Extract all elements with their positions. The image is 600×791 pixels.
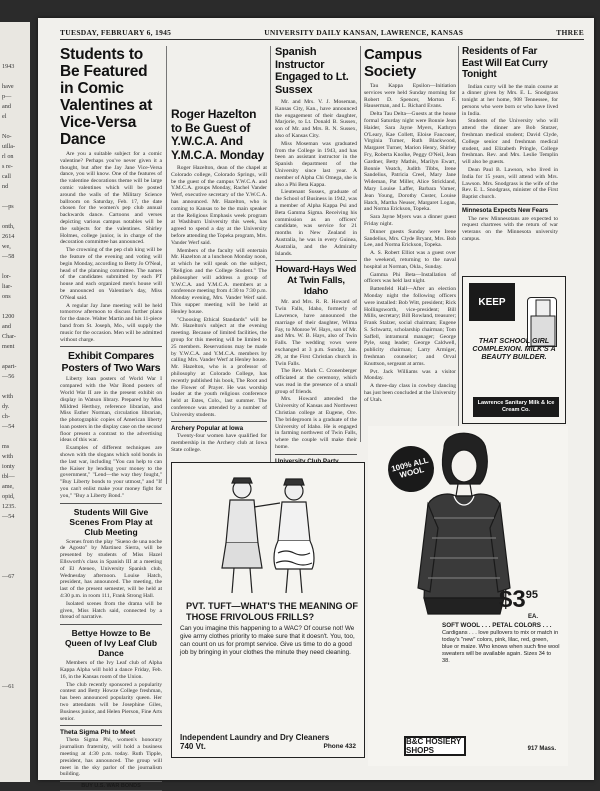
edge-line: ms [2, 443, 10, 450]
laundry-copy: Can you imagine this happening to a WAC? Of course not! We give army clothes priority to make sure that it doesn't. You, too, can count on us for prompt service. Give us time to do a good job by bringing in your clothes the minute they need cleaning. [180, 625, 355, 656]
paragraph: Indian curry will be the main course at a dinner given by Mrs. E. L. Snodgrass tonight at her home, 908 Tennessee, for persons who were born or who have lived in India. [462, 83, 558, 117]
sweater-description: Cardigans . . . love pullovers to mix or match in today's "new" colors, pink, lilac, red, green, blue or maize. Who knows when such fine wool sweaters will be available again. Sizes 34 to 38. [442, 630, 560, 664]
edge-line: dy. [2, 403, 10, 410]
paragraph: A. S. Robert Elliot was a guest over the weekend, returning to the naval hospital at Norman, Okla., Sunday. [364, 250, 456, 270]
article-hazelton [171, 165, 267, 418]
keep-badge: KEEP [469, 283, 515, 321]
edge-line [2, 532, 30, 542]
headline-theta-sigma: Theta Sigma Phi to Meet [60, 729, 136, 737]
paragraph: Lieutenant Sussex, graduate of the School of Business in 1942, was a member of Alpha Kappa Psi and Beta Gamma Sigma. Receiving his commission as an officers' candidate, was service for 21 months in New Zealand in Australia, he was in every Guinea, Australia, and the Admiralty Islands. [275, 189, 357, 257]
headline-howard-hays: Howard-Hays Wed At Twin Falls, Idaho [275, 264, 357, 298]
edge-line: el [2, 113, 7, 120]
edge-line: —58 [2, 253, 15, 260]
paragraph: The crowning of the pep club king will be the feature of the evening and voting will begin Monday, according to Betty Jo O'Neal, head of the planning committee. The names of the candidates submitted by each PT house and each organized men's house will be announced on Valentine's day, Miss O'Neal said. [60, 247, 162, 301]
paragraph: "Choosing Ethical Standards" will be Mr. Hazelton's subject at the evening meeting. Because of limited facilities, the group for this meeting will be limited to 25 members. Reservations may be made by Y.W.C.A. and Y.M.C.A. members by calling Mrs. Vander Werf at Henley house. Mr. Hazelton, who is a professor of philosophy at Colorado College, has recently published his book, The Root and the Flower of Prayer. He was worship leader at the youth religious conference held at Estes, Colo., last summer. The conference was attended by a number of University students. [171, 316, 267, 418]
edge-line: p— [2, 93, 12, 100]
headline-sussex: Spanish Instructor Engaged to Lt. Sussex [275, 46, 349, 96]
paragraph: Isolated scenes from the drama will be given, Miss Hatch said, connected by a thread of narrative. [60, 600, 162, 621]
headline-valentines: Students to Be Featured in Comic Valentines at Vice-Versa Dance [60, 46, 153, 148]
masthead [60, 26, 584, 40]
paragraph: The Rev. Mark C. Cronenberger officiated at the ceremony, which was read in the presence of a small group of friends. [275, 368, 357, 395]
edge-line: call [2, 173, 11, 180]
edge-line [2, 632, 30, 642]
paragraph: Battenfeld Hall—After an election Monday night the following officers were installed: Bob Witt, president; Rick Hollingsworth, vice-president; Bill Mills, secretary; Bill Rowland, treasurer; Frank Stalzer, social chairman; Eugene S. Schwartz, scholarship chairman; Tom Saffell, intramural manager; George Pyle, song leader; George Caldwell, publicity chairman; Larry Armiger, freshman counselor; and Orval Knuttson, sergeant at arms. [364, 286, 456, 367]
laundry-headline: PVT. TUFT—WHAT'S THE MEANING OF THOSE FRIVOLOUS FRILLS? [186, 601, 358, 622]
edge-line: and [2, 103, 11, 110]
edge-line [2, 602, 30, 612]
article-archery [171, 433, 267, 453]
masthead-paper: UNIVERSITY DAILY KANSAN, LAWRENCE, KANSAS [264, 28, 464, 37]
edge-line: nd [2, 183, 9, 190]
paragraph: Dean Paul B. Lawson, who lived in India for 15 years, will attend with Mrs. Lawson. Mrs. Snodgrass is the wife of the Rev. E. L. Snodgrass, minister of the First Baptist church. [462, 167, 558, 201]
edge-line [2, 562, 30, 572]
price-cents: 95 [525, 589, 538, 601]
edge-line: onth, [2, 223, 15, 230]
paragraph: Members of the faculty will entertain Mr. Hazelton at a luncheon Monday noon, at which he will speak on the subject, "Religion and the College Student." The philosopher will address a group of Y.W.C.A. and Y.M.C.A. members at a conference meeting from 4:30 to 7:30 p.m. Monday evening, Mrs. Vander Werf said. This supper meeting will be held at Henley house. [171, 247, 267, 315]
edge-line [2, 652, 30, 662]
edge-line: ons [2, 293, 11, 300]
headline-archery: Archery Popular at Iowa [171, 425, 244, 433]
paragraph: Examples of different techniques are shown with the slogans which sold bonds in the last war, including "You can help to can the Kaiser by lending your money to the government," "Lend—the way they fought," "Buy Liberty bonds to your utmost," and "If you can't enlist make your money fight for you," "Buy a Liberty Bond." [60, 445, 162, 499]
headline-minnesota: Minnesota Expects New Fears [462, 208, 549, 215]
edge-line: lor- [2, 273, 11, 280]
edge-line [2, 672, 30, 682]
masthead-date: TUESDAY, FEBRUARY 6, 1945 [60, 28, 172, 37]
article-campus-society [364, 83, 456, 404]
paragraph: The new Minnesotans are expected to request chartrees with the return of war veterans on the Minnesota university campus. [462, 215, 558, 242]
paragraph: Are you a suitable subject for a comic valentine? Perhaps you've never given it a thought, but after the Jay Jane Vice-Versa dance, you will know. One of the features of the valentine decorations theme will be large comic valentines which will be posted around the walls of the Military Science ballroom on Saturday, Feb. 17, the date chosen for the women's pep club annual backwards dance. Cartoons and verses depicting various campus notables will be the subjects for the valentines. Shirley Holmes, college junior, is in charge of the decoration committee has announced. [60, 151, 162, 246]
edge-line: opid, [2, 493, 15, 500]
paragraph: Pvt. Jack Williams was a visitor Monday. [364, 368, 456, 382]
edge-line: 1200 [2, 313, 15, 320]
sweater-copy [442, 622, 560, 665]
edge-line: liar- [2, 283, 13, 290]
headline-ivy-leaf: Bettye Howze to Be Queen of Ivy Leaf Club Dance [64, 628, 158, 659]
edge-line: ame, [2, 483, 14, 490]
all-wool-badge: 100% ALL WOOL [383, 441, 439, 497]
column-rule [270, 46, 271, 484]
divider [60, 503, 162, 504]
divider [275, 260, 357, 261]
paragraph: Tau Kappa Epsilon—Initiation services were held Sunday morning for Robert D. Spencer, Morton F. Hauserman, and L. Richard Evans. [364, 83, 456, 110]
edge-line [2, 262, 30, 272]
edge-line: ch- [2, 413, 10, 420]
laundry-address: 740 Vt. [180, 742, 206, 751]
edge-line: —67 [2, 573, 15, 580]
headline-play-scenes: Students Will Give Scenes From Play at Club Meeting [69, 506, 153, 537]
edge-line [2, 192, 30, 202]
article-minnesota [462, 216, 558, 243]
laundry-sponsor: Independent Laundry and Dry Cleaners [180, 733, 330, 742]
edge-line [2, 552, 30, 562]
edge-line: and [2, 323, 11, 330]
paragraph: Sara Jayne Myers was a dinner guest Friday night. [364, 214, 456, 227]
article-valentines [60, 151, 162, 343]
sweater-advertisement [368, 426, 568, 766]
paragraph: The club recently sponsored a popularity contest and Betty Howze College freshman, has been announced popularity queen. Her two attendants will be Josephine Giles, Business junior, and Helen Pierson, Fine Arts senior. [60, 681, 162, 722]
edge-line: 2614 [2, 233, 15, 240]
divider [60, 624, 162, 625]
wac-illustration [202, 473, 332, 597]
edge-line: tbl— [2, 473, 15, 480]
article-ivy-leaf [60, 660, 162, 722]
column-5 [462, 46, 558, 296]
edge-line: Char- [2, 333, 16, 340]
headline-curry: Residents of Far East Will Eat Curry Tonight [462, 46, 548, 80]
edge-line: rl on [2, 153, 14, 160]
column-1 [60, 46, 162, 790]
edge-line: —ps [2, 203, 14, 210]
bc-hosiery-logo: B&C HOSIERY SHOPS [404, 736, 466, 756]
paragraph: Twenty-four women have qualified for membership in the Archery club at Iowa State college. [171, 433, 267, 454]
bc-address: 917 Mass. [527, 746, 556, 752]
edge-line: ment [2, 343, 15, 350]
paragraph: Liberty loan posters of World War I compared with the War Bond posters of World War II are in the present exhibit on display in Watson library. Prepared by Miss Mildred Herthoy, reference librarian, and Miss Esther Norman, circulation librarian, the photographic copies of American liberty loan posters in the display case on the second floor present a contrast to the advertising ideas of this war. [60, 376, 162, 444]
edge-line [2, 302, 30, 312]
masthead-page: THREE [556, 28, 584, 37]
divider [171, 421, 267, 422]
edge-line [2, 662, 30, 672]
edge-line: with [2, 453, 14, 460]
laundry-advertisement [171, 462, 365, 758]
edge-line [2, 542, 30, 552]
sweater-price [499, 586, 538, 620]
edge-line [2, 612, 30, 622]
edge-line: —54 [2, 513, 15, 520]
paragraph: Mr. and Mrs. R. R. Howard of Twin Falls, Idaho, formerly of Lawrence, have announced the marriage of their daughter, Wilma Fay, to Monroe W. Hays, son of Mr. and Mrs. W. B. Hays, also of Twin Falls. The wedding vows were exchanged at 3 p.m. Sunday, Jan. 28, at the First Christian church in Twin Falls. [275, 299, 357, 367]
edge-line: uilla- [2, 143, 16, 150]
edge-line: 1943 [2, 63, 15, 70]
edge-line: —56 [2, 373, 15, 380]
divider [462, 204, 558, 205]
article-sussex [275, 99, 357, 257]
paragraph: Miss Moseman was graduated from the College in 1943, and has been an assistant instructor in the Spanish department of the University since last year. A member of Alpha Chi Omega, she is also a Phi Beta Kappa. [275, 140, 357, 188]
war-bonds-banner: BUY U.S. WAR BONDS [60, 781, 162, 791]
column-rule [166, 46, 167, 484]
edge-line: —61 [2, 683, 15, 690]
edge-line [2, 382, 30, 392]
edge-line: —54 [2, 423, 15, 430]
edge-line: with [2, 393, 14, 400]
edge-line [2, 592, 30, 602]
column-2 [171, 46, 267, 482]
column-3 [275, 46, 357, 482]
milk-advertisement [462, 276, 566, 424]
column-rule [360, 46, 361, 442]
edge-line: have [2, 83, 14, 90]
column-rule [458, 46, 459, 442]
article-theta-sigma [60, 737, 162, 778]
column-4 [364, 46, 456, 440]
headline-campus-society: Campus Society [364, 46, 422, 80]
paragraph: Gamma Phi Beta—Installation of officers was held last night. [364, 271, 456, 285]
headline-posters: Exhibit Compares Posters of Two Wars [61, 350, 161, 375]
sweater-model-illustration [414, 428, 514, 718]
newspaper-page [38, 18, 594, 790]
laundry-phone: Phone 432 [323, 743, 356, 750]
paragraph: Members of the Ivy Leaf club of Alpha Kappa Alpha will hold a dance Friday, Feb. 16, in the Kansas room of the Union. [60, 660, 162, 680]
edge-line [2, 212, 30, 222]
paragraph: Delta Tau Delta—Guests at the house formal Saturday night were Bonnie Jean Haider, Sara Jayne Myers, Kathryn O'Leary, Kae Collett, Eloise Faucouer, Virginia Turner, Ruth Blackwood, Margaret Turner, Marion Henry, Shirley Fry, Roberta Knolke, Peggy O'Neil, Jean Gardner, Betty Mathis, Marilyn Ewart, Bonnie Veatch, Judith Tibbs, Irene Sandelius, Patricia Creel, Mary Jane Wideman, Pat Miller, Alice Strickland, Mary Louise Laffer, Barbara Varner, Jean Young, Dorothy Custer, Louise Hatch, Martha Neuser, Margaret Logan, and Norma Erickson, Topeka. [364, 111, 456, 213]
price-unit: EA. [527, 614, 538, 620]
divider [275, 454, 357, 455]
article-howard-hays [275, 299, 357, 451]
headline-hazelton: Roger Hazelton to Be Guest of Y.W.C.A. And Y.M.C.A. Monday [171, 107, 265, 162]
paragraph: Scenes from the play "Sueno de una noche de Agosto" by Martinez Sierra, will be presented by students of Miss Hazel Ellsworth's class in Spanish III at a meeting of El Ateneo, University Spanish club, Wednesday afternoon. Louise Hatch, president, has announced. The meeting, the last of the present semester, will be held at 4:30 p.m. in room 111, Frank Strong Hall. [60, 538, 162, 600]
paragraph: Roger Hazelton, dean of the chapel at Colorado college, Colorado Springs, will be the guest of the campus Y.W.C.A. and Y.M.C.A. groups Monday, Rachel Vander Werf, executive secretary of the Y.W.C.A. has announced. Mr. Hazelton, who is coming to Kansas to be the main speaker at the Religious Emphasis week program at Washburn University this week, has agreed to spend a day at the University before attending the Topeka program, Mrs. Vander Werf said. [171, 165, 267, 246]
edge-line [2, 642, 30, 652]
paragraph: Theta Sigma Phi, women's honorary journalism fraternity, will hold a business meeting at 4:30 p.m. today. Ruth Tipple, president, has announced. The group will meet in the sky parlor of the journalism building. [60, 737, 162, 778]
edge-line: apart- [2, 363, 17, 370]
paragraph: A regular Jay Jane meeting will be held tomorrow afternoon to discuss further plans for the dance. Walter Martin and his 11-piece band from St. Joseph, Mo., will supply the music for the occasion. Men will be admitted without charge. [60, 302, 162, 343]
edge-line: s re- [2, 163, 13, 170]
edge-line [2, 122, 30, 132]
edge-line [2, 522, 30, 532]
edge-line: we, [2, 243, 11, 250]
sweater-headline: SOFT WOOL . . . PETAL COLORS . . . [442, 622, 552, 629]
edge-line [2, 622, 30, 632]
milk-slogan: THAT SCHOOL GIRL COMPLEXION. MILK'S A BEAUTY BUILDER. [472, 336, 556, 361]
edge-line [2, 352, 30, 362]
paragraph: Mrs. Howard attended the University of Kansas and Northwest Christian college at Eugene, Ore. The bridegroom is a graduate of the University of Idaho. He is engaged in farming northwest of Twin Falls, where the couple will make their home. [275, 396, 357, 451]
adjacent-page-edge [0, 22, 30, 782]
paragraph: A three-day class in cowboy dancing has just been concluded at the University of Utah. [364, 383, 456, 403]
divider [60, 725, 162, 726]
article-posters [60, 376, 162, 499]
paragraph: Dinner guests Sunday were Irene Sandelius, Mrs. Clyde Bryant, Mrs. Bob Lee, and Norma Erickson, Topeka. [364, 228, 456, 249]
laundry-footer [180, 733, 356, 751]
edge-line: 1235. [2, 503, 16, 510]
edge-line [2, 432, 30, 442]
edge-line [2, 72, 30, 82]
edge-line: No- [2, 133, 12, 140]
paragraph: Students of the University who will attend the dinner are Bob Stutzer, freshman medical student; David Clyde, College senior and freshman medical student, and Elizabeth Pringle, College freshman. Rev. and Mrs. Leslie Templin will also be guests. [462, 118, 558, 166]
paragraph: Mr. and Mrs. V. J. Moseman, Kansas City, Kan., have announced the engagement of their daughter, Marjorie, to Lt. Donald B. Sussex, son of Mr. and Mrs. R. N. Sussex, also of Kansas City. [275, 99, 357, 139]
price-main: $3 [499, 586, 526, 613]
article-curry [462, 84, 558, 202]
milk-sponsor: Lawrence Sanitary Milk & Ice Cream Co. [473, 397, 559, 417]
article-play-scenes [60, 539, 162, 622]
divider [60, 346, 162, 347]
edge-line: ionty [2, 463, 15, 470]
edge-line [2, 582, 30, 592]
